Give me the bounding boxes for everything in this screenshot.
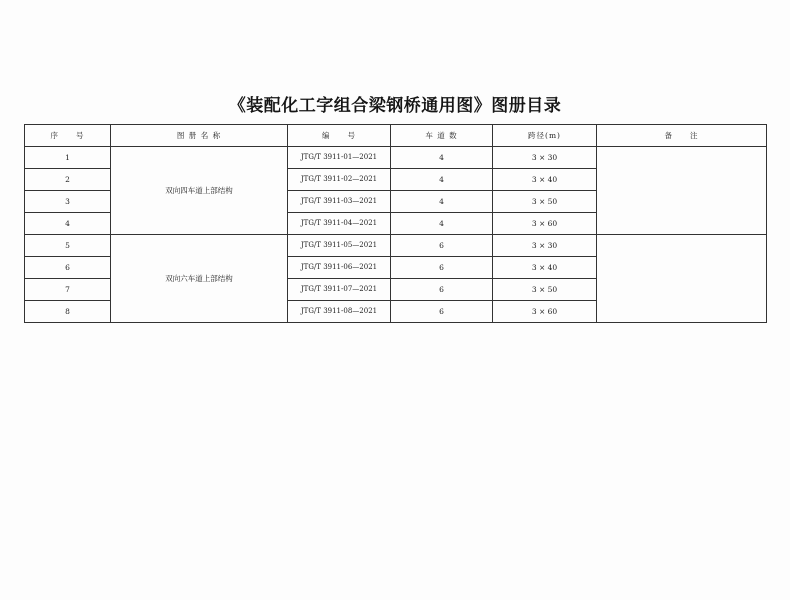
document-title: 《装配化工字组合梁钢桥通用图》图册目录 [228, 96, 562, 116]
row-code: JTG/T 3911-08—2021 [288, 301, 391, 323]
row-lanes: 4 [391, 191, 493, 213]
table-row [25, 147, 767, 169]
row-lanes: 6 [391, 279, 493, 301]
group-remarks [597, 147, 767, 235]
header-lanes: 车 道 数 [391, 125, 493, 147]
header-span: 跨径(m) [493, 125, 597, 147]
group-name: 双向六车道上部结构 [111, 235, 288, 323]
row-index: 2 [25, 169, 111, 191]
header-name: 图 册 名 称 [111, 125, 288, 147]
row-span: 3 × 50 [493, 279, 597, 301]
row-index: 8 [25, 301, 111, 323]
row-span: 3 × 60 [493, 301, 597, 323]
row-span: 3 × 40 [493, 257, 597, 279]
row-lanes: 6 [391, 235, 493, 257]
row-lanes: 4 [391, 169, 493, 191]
row-index: 6 [25, 257, 111, 279]
row-span: 3 × 30 [493, 235, 597, 257]
row-lanes: 4 [391, 147, 493, 169]
group-remarks [597, 235, 767, 323]
row-span: 3 × 30 [493, 147, 597, 169]
table-row [25, 235, 767, 257]
row-code: JTG/T 3911-04—2021 [288, 213, 391, 235]
row-lanes: 4 [391, 213, 493, 235]
row-index: 7 [25, 279, 111, 301]
row-code: JTG/T 3911-07—2021 [288, 279, 391, 301]
header-index: 序 号 [25, 125, 111, 147]
row-index: 4 [25, 213, 111, 235]
row-code: JTG/T 3911-05—2021 [288, 235, 391, 257]
header-code: 编 号 [288, 125, 391, 147]
table-header-row [25, 125, 767, 147]
row-span: 3 × 60 [493, 213, 597, 235]
group-name: 双向四车道上部结构 [111, 147, 288, 235]
header-remarks: 备 注 [597, 125, 767, 147]
row-code: JTG/T 3911-01—2021 [288, 147, 391, 169]
row-index: 5 [25, 235, 111, 257]
row-lanes: 6 [391, 301, 493, 323]
row-index: 1 [25, 147, 111, 169]
catalog-table [24, 124, 767, 323]
row-lanes: 6 [391, 257, 493, 279]
row-index: 3 [25, 191, 111, 213]
row-span: 3 × 40 [493, 169, 597, 191]
row-span: 3 × 50 [493, 191, 597, 213]
row-code: JTG/T 3911-02—2021 [288, 169, 391, 191]
row-code: JTG/T 3911-03—2021 [288, 191, 391, 213]
row-code: JTG/T 3911-06—2021 [288, 257, 391, 279]
